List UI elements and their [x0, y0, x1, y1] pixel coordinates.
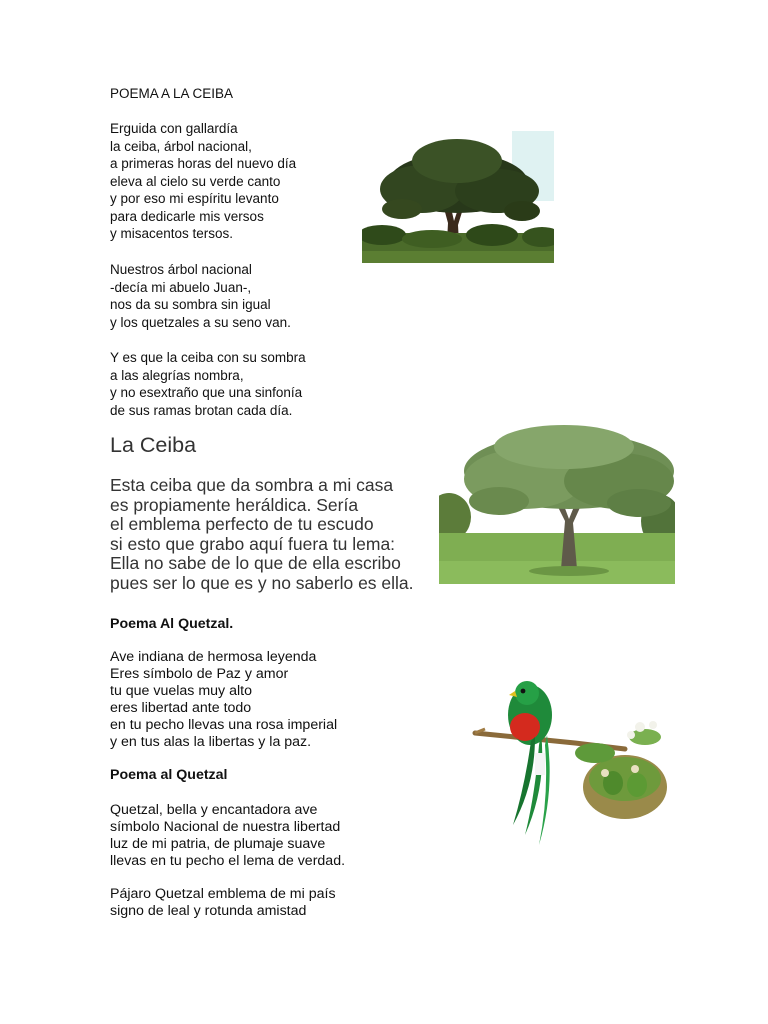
poem-line: Ave indiana de hermosa leyenda — [110, 649, 317, 665]
poem-line: la ceiba, árbol nacional, — [110, 138, 252, 154]
poem-line: pues ser lo que es y no saberlo es ella. — [110, 572, 414, 593]
ceiba-tree-image — [362, 131, 554, 263]
poem-line: eres libertad ante todo — [110, 699, 252, 716]
poem-line: llevas en tu pecho el lema de verdad. — [110, 852, 346, 869]
poem1-stanza2 — [110, 261, 291, 331]
poem-line: y en tus alas la libertas y la paz. — [110, 733, 312, 750]
poem-line: Erguida con gallardía — [110, 121, 238, 136]
poem-line: y misacentos tersos. — [110, 226, 234, 241]
poem-line: Nuestros árbol nacional — [110, 262, 252, 277]
poem-line: y los quetzales a su seno van. — [110, 314, 291, 330]
poem-line: el emblema perfecto de tu escudo — [110, 514, 374, 535]
poem4-title: Poema al Quetzal — [110, 767, 228, 783]
poem-line: de sus ramas brotan cada día. — [110, 402, 293, 418]
poem2-body — [110, 476, 414, 594]
poem1-title: POEMA A LA CEIBA — [110, 86, 234, 101]
poem-line: Quetzal, bella y encantadora ave — [110, 802, 318, 818]
poem-line: es propiamente heráldica. Sería — [110, 494, 359, 515]
poem2-title: La Ceiba — [110, 433, 197, 457]
poem-line: a las alegrías nombra, — [110, 367, 244, 383]
poem1-stanza3 — [110, 349, 306, 419]
poem-line: nos da su sombra sin igual — [110, 297, 271, 312]
poem-line: -decía mi abuelo Juan-, — [110, 279, 252, 295]
poem3-title: Poema Al Quetzal. — [110, 616, 234, 632]
poem-line: signo de leal y rotunda amistad — [110, 902, 307, 919]
poem-line: si esto que grabo aquí fuera tu lema: — [110, 533, 396, 554]
poem-line: símbolo Nacional de nuestra libertad — [110, 818, 341, 835]
quetzal-image — [455, 675, 670, 855]
poem-line: luz de mi patria, de plumaje suave — [110, 835, 326, 852]
poem-line: y no esextraño que una sinfonía — [110, 385, 303, 400]
ceiba-field-image — [439, 421, 675, 584]
poem1-stanza1 — [110, 120, 296, 243]
poem-line: Ella no sabe de lo que de ella escribo — [110, 553, 401, 574]
poem3-body — [110, 649, 337, 750]
poem-line: y por eso mi espíritu levanto — [110, 191, 279, 206]
poem4-stanza1 — [110, 802, 345, 870]
poem-line: tu que vuelas muy alto — [110, 682, 252, 699]
poem-line: eleva al cielo su verde canto — [110, 173, 281, 189]
poem-line: Eres símbolo de Paz y amor — [110, 665, 289, 682]
poem-line: en tu pecho llevas una rosa imperial — [110, 716, 338, 733]
poem-line: para dedicarle mis versos — [110, 208, 264, 224]
poem-line: Y es que la ceiba con su sombra — [110, 350, 306, 365]
poem-line: a primeras horas del nuevo día — [110, 156, 297, 171]
poem-line: Pájaro Quetzal emblema de mi país — [110, 886, 336, 902]
poem4-stanza2 — [110, 886, 336, 920]
poem-line: Esta ceiba que da sombra a mi casa — [110, 475, 394, 495]
